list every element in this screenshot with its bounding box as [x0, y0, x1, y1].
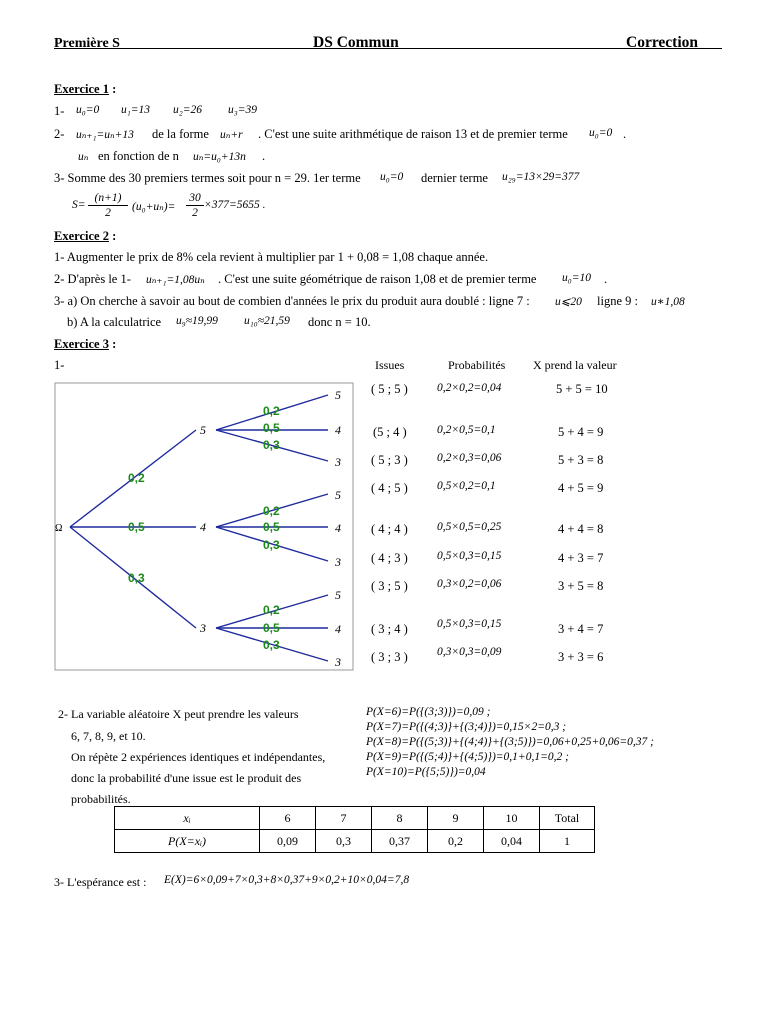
tree-prob-5-4: 0,5 — [263, 421, 280, 435]
issue-prob-4: 0,5×0,2=0,1 — [437, 480, 496, 492]
tree-leaf-5-5: 5 — [335, 388, 341, 402]
table-cell-x: 7 — [316, 807, 372, 830]
table-cell-total-label: Total — [540, 807, 595, 830]
ex1-frac1-num: (n+1) — [88, 191, 128, 206]
ex3-q3-text: 3- L'espérance est : — [54, 875, 147, 889]
law-x6: P(X=6)=P({(3;3)})=0,09 ; — [366, 706, 491, 718]
col-header-probabilites: Probabilités — [448, 358, 506, 372]
issue-prob-9: 0,3×0,3=0,09 — [437, 646, 502, 658]
tree-prob-4-5: 0,2 — [263, 504, 280, 518]
issue-row-8: ( 3 ; 4 ) — [371, 622, 408, 636]
tree-node-4: 4 — [200, 520, 206, 534]
table-cell-x: 8 — [372, 807, 428, 830]
ex2-line2-start: 2- D'après le 1- — [54, 272, 131, 286]
issue-prob-6: 0,5×0,3=0,15 — [437, 550, 502, 562]
ex1-sum-mid-formula: (u₀+uₙ)= — [132, 201, 176, 213]
tree-prob-3-4: 0,5 — [263, 621, 280, 635]
ex1-explicit: uₙ=u₀+13n — [193, 151, 246, 163]
issue-row-9: ( 3 ; 3 ) — [371, 650, 408, 664]
table-head-xi: xᵢ — [115, 807, 260, 830]
tree-prob-3-3: 0,3 — [263, 638, 280, 652]
tree-leaf-3-5: 5 — [335, 588, 341, 602]
issue-row-6: ( 4 ; 3 ) — [371, 551, 408, 565]
ex1-frac2-num: 30 — [186, 191, 204, 206]
issue-prob-8: 0,5×0,3=0,15 — [437, 618, 502, 630]
tree-prob-root-4: 0,5 — [128, 520, 145, 534]
ex3-q2-line2: 6, 7, 8, 9, et 10. — [71, 729, 146, 743]
header-right: Correction — [626, 34, 699, 51]
header-title: DS Commun — [313, 34, 399, 51]
ex2-u10: u₁₀≈21,59 — [244, 315, 290, 327]
tree-leaf-3-3: 3 — [335, 655, 341, 669]
ex1-frac1-den: 2 — [105, 207, 111, 219]
ex3-q2-line5: probabilités. — [71, 792, 131, 806]
issue-prob-1: 0,2×0,2=0,04 — [437, 382, 502, 394]
tree-root-omega: Ω — [55, 523, 63, 534]
table-cell-p: 0,2 — [428, 830, 484, 853]
tree-node-5: 5 — [200, 423, 206, 437]
ex1-line2-mid: de la forme — [152, 127, 209, 141]
table-cell-x: 6 — [260, 807, 316, 830]
table-cell-x: 9 — [428, 807, 484, 830]
issue-value-2: 5 + 4 = 9 — [558, 425, 604, 439]
issue-prob-3: 0,2×0,3=0,06 — [437, 452, 502, 464]
issue-value-7: 3 + 5 = 8 — [558, 579, 604, 593]
ex1-form: uₙ+r — [220, 129, 243, 141]
tree-prob-root-3: 0,3 — [128, 571, 145, 585]
ex1-sum-first: u₀=0 — [380, 171, 404, 183]
tree-leaf-3-4: 4 — [335, 622, 341, 636]
ex1-line3-end: . — [262, 149, 266, 163]
ex2-u9: u₉≈19,99 — [176, 315, 218, 327]
issue-prob-7: 0,3×0,2=0,06 — [437, 578, 502, 590]
ex2-line3-start: 3- a) On cherche à savoir au bout de combien d'années le prix du produit aura doublé : ligne 7 : — [54, 294, 530, 308]
issue-value-3: 5 + 3 = 8 — [558, 453, 604, 467]
ex2-line3-mid: ligne 9 : — [597, 294, 638, 308]
tree-node-3: 3 — [200, 621, 206, 635]
issue-row-2: (5 ; 4 ) — [373, 425, 407, 439]
law-x9: P(X=9)=P({(5;4)}+{(4;5)})=0,1+0,1=0,2 ; — [366, 751, 569, 763]
col-header-issues: Issues — [375, 358, 405, 372]
ex1-sum-mid: dernier terme — [421, 171, 488, 185]
ex2-line4-start: b) A la calculatrice — [67, 315, 162, 329]
tree-prob-4-4: 0,5 — [263, 520, 280, 534]
tree-leaf-4-5: 5 — [335, 488, 341, 502]
ex2-line7-cond: u⩽20 — [555, 296, 582, 308]
tree-leaf-4-3: 3 — [335, 555, 341, 569]
header-left: Première S — [54, 36, 120, 51]
table-cell-x: 10 — [484, 807, 540, 830]
issue-value-8: 3 + 4 = 7 — [558, 622, 604, 636]
law-x7: P(X=7)=P({(4;3)}+{(3;4)})=0,15×2=0,3 ; — [366, 721, 567, 733]
table-cell-p: 0,09 — [260, 830, 316, 853]
exercise-1-title: Exercice 1 : — [54, 82, 117, 96]
issue-prob-5: 0,5×0,5=0,25 — [437, 521, 502, 533]
ex2-first-term: u₀=10 — [562, 272, 592, 284]
ex2-line2-end: . — [604, 272, 608, 286]
issue-prob-2: 0,2×0,5=0,1 — [437, 424, 496, 436]
table-cell-p: 0,04 — [484, 830, 540, 853]
ex1-sum-last: u₂₉=13×29=377 — [502, 171, 580, 183]
issue-value-6: 4 + 3 = 7 — [558, 551, 604, 565]
ex1-line2-text: . C'est une suite arithmétique de raison 13 et de premier terme — [258, 127, 568, 141]
ex1-first-term: u₀=0 — [589, 127, 613, 139]
ex1-sum-s: S= — [72, 199, 86, 211]
ex2-line4-end: donc n = 10. — [308, 315, 371, 329]
tree-leaf-5-4: 4 — [335, 423, 341, 437]
ex1-line4-text: 3- Somme des 30 premiers termes soit pour n = 29. 1er terme — [54, 171, 361, 185]
ex3-q2-line3: On répète 2 expériences identiques et indépendantes, — [71, 750, 326, 764]
ex2-line2-text: . C'est une suite géométrique de raison 1,08 et de premier terme — [218, 272, 537, 286]
tree-leaf-4-4: 4 — [335, 521, 341, 535]
issue-row-7: ( 3 ; 5 ) — [371, 579, 408, 593]
ex1-line3-text: en fonction de n — [98, 149, 179, 163]
ex1-term-u2: u₂=26 — [173, 104, 203, 116]
table-cell-total: 1 — [540, 830, 595, 853]
tree-prob-5-5: 0,2 — [263, 404, 280, 418]
exercise-3-title: Exercice 3 : — [54, 337, 117, 351]
ex3-q2-line4: donc la probabilité d'une issue est le produit des — [71, 771, 302, 785]
issue-row-5: ( 4 ; 4 ) — [371, 522, 408, 536]
tree-prob-root-5: 0,2 — [128, 471, 145, 485]
table-row-x — [115, 807, 595, 830]
ex2-line1: 1- Augmenter le prix de 8% cela revient à multiplier par 1 + 0,08 = 1,08 chaque année. — [54, 250, 489, 264]
tree-prob-4-3: 0,3 — [263, 538, 280, 552]
tree-branches — [70, 395, 328, 661]
ex1-un: uₙ — [78, 151, 89, 163]
ex3-expectation: E(X)=6×0,09+7×0,3+8×0,37+9×0,2+10×0,04=7,8 — [164, 874, 410, 886]
issue-value-9: 3 + 3 = 6 — [558, 650, 604, 664]
exercise-2-title: Exercice 2 : — [54, 229, 117, 243]
law-x8: P(X=8)=P({(5;3)}+{(4;4)}+{(3;5)})=0,06+0,25+0,06=0,37 ; — [366, 736, 654, 748]
ex3-q1-num: 1- — [54, 358, 65, 372]
ex1-line2-end: . — [623, 127, 627, 141]
ex1-term-u0: u₀=0 — [76, 104, 100, 116]
ex1-frac2-den: 2 — [192, 207, 198, 219]
table-head-pxi: P(X=xᵢ) — [115, 830, 260, 853]
ex1-line1-num: 1- — [54, 104, 65, 118]
issue-row-3: ( 5 ; 3 ) — [371, 453, 408, 467]
col-header-x-value: X prend la valeur — [533, 358, 617, 372]
distribution-table — [114, 806, 595, 853]
issue-row-1: ( 5 ; 5 ) — [371, 382, 408, 396]
ex2-recurrence: uₙ₊₁=1,08uₙ — [146, 274, 205, 286]
ex2-line9-instr: u∗1,08 — [651, 296, 685, 308]
tree-leaf-5-3: 3 — [335, 455, 341, 469]
issue-value-4: 4 + 5 = 9 — [558, 481, 604, 495]
ex1-term-u3: u₃=39 — [228, 104, 258, 116]
issue-value-5: 4 + 4 = 8 — [558, 522, 604, 536]
table-cell-p: 0,3 — [316, 830, 372, 853]
tree-prob-5-3: 0,3 — [263, 438, 280, 452]
ex1-term-u1: u₁=13 — [121, 104, 151, 116]
ex1-sum-result: ×377=5655 . — [204, 199, 266, 211]
law-x10: P(X=10)=P({5;5)})=0,04 — [366, 766, 486, 778]
ex1-recurrence: uₙ₊₁=uₙ+13 — [76, 129, 134, 141]
table-row-p — [115, 830, 595, 853]
issue-value-1: 5 + 5 = 10 — [556, 382, 608, 396]
ex3-q2-line1: 2- La variable aléatoire X peut prendre les valeurs — [58, 707, 299, 721]
tree-prob-3-5: 0,2 — [263, 603, 280, 617]
ex1-line2-num: 2- — [54, 127, 65, 141]
issue-row-4: ( 4 ; 5 ) — [371, 481, 408, 495]
table-cell-p: 0,37 — [372, 830, 428, 853]
